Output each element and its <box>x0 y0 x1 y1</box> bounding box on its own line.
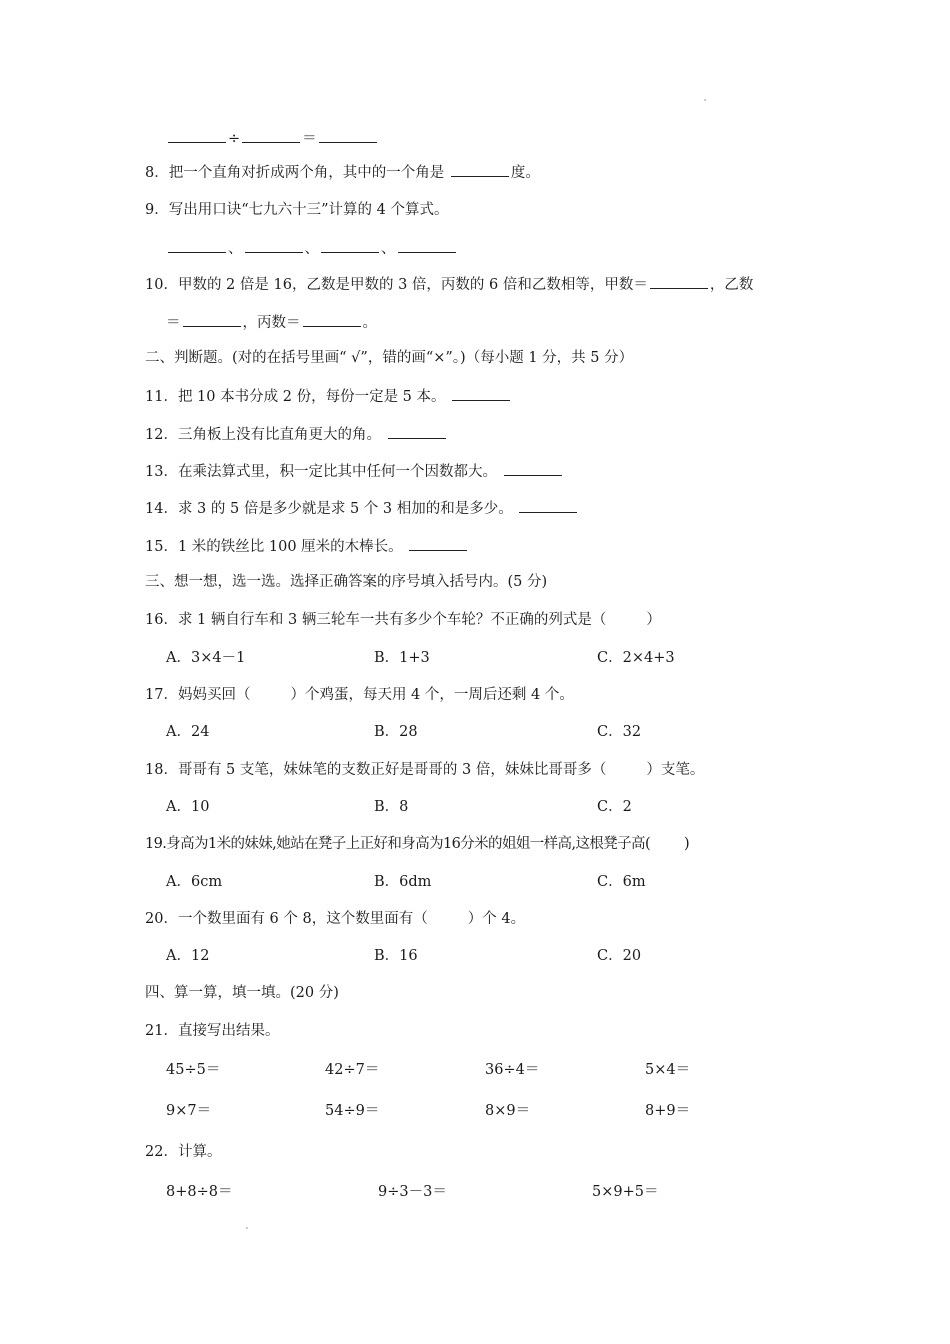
answer-blank[interactable] <box>650 274 708 289</box>
calc-item: 54÷9＝ <box>325 1103 380 1119</box>
answer-blank[interactable] <box>242 128 300 143</box>
answer-blank[interactable] <box>452 386 510 401</box>
option-a: A．10 <box>166 799 210 815</box>
section-4-heading: 四、算一算，填一填。(20 分) <box>145 985 339 1001</box>
option-c: C．32 <box>597 724 642 740</box>
calc-item: 8+8÷8＝ <box>166 1184 233 1200</box>
question-10-line2: ＝ ，丙数＝ 。 <box>166 312 377 333</box>
option-a: A．3×4－1 <box>166 650 246 666</box>
answer-blank[interactable] <box>388 424 446 439</box>
question-9-blanks: 、 、 、 <box>166 238 458 259</box>
question-15: 15．1 米的铁丝比 100 厘米的木棒长。 <box>145 536 469 557</box>
option-b: B．1+3 <box>374 650 430 666</box>
question-17: 17．妈妈买回（ ）个鸡蛋，每天用 4 个，一周后还剩 4 个。 <box>145 687 574 703</box>
answer-blank[interactable] <box>321 238 379 253</box>
calc-item: 36÷4＝ <box>485 1062 540 1078</box>
section-3-heading: 三、想一想，选一选。选择正确答案的序号填入括号内。(5 分) <box>145 574 548 590</box>
calc-item: 9÷3－3＝ <box>378 1184 447 1200</box>
calc-item: 8×9＝ <box>485 1103 531 1119</box>
answer-blank[interactable] <box>319 128 377 143</box>
answer-blank[interactable] <box>451 162 509 177</box>
scan-speck <box>246 1227 248 1229</box>
calc-item: 45÷5＝ <box>166 1062 221 1078</box>
answer-blank[interactable] <box>504 461 562 476</box>
option-b: B．8 <box>374 799 409 815</box>
question-13: 13．在乘法算式里，积一定比其中任何一个因数都大。 <box>145 461 564 482</box>
question-20: 20．一个数里面有 6 个 8，这个数里面有（ ）个 4。 <box>145 911 526 927</box>
question-16: 16．求 1 辆自行车和 3 辆三轮车一共有多少个车轮？不正确的列式是（ ） <box>145 612 661 628</box>
option-a: A．24 <box>166 724 210 740</box>
question-21: 21．直接写出结果。 <box>145 1023 280 1039</box>
calc-item: 5×9+5＝ <box>592 1184 659 1200</box>
question-18: 18．哥哥有 5 支笔，妹妹笔的支数正好是哥哥的 3 倍，妹妹比哥哥多（ ）支笔。 <box>145 762 705 778</box>
answer-blank[interactable] <box>398 238 456 253</box>
calc-item: 8+9＝ <box>645 1103 691 1119</box>
option-c: C．6m <box>597 874 646 890</box>
question-14: 14．求 3 的 5 倍是多少就是求 5 个 3 相加的和是多少。 <box>145 498 579 519</box>
option-c: C．2×4+3 <box>597 650 675 666</box>
option-c: C．20 <box>597 948 642 964</box>
answer-blank[interactable] <box>168 238 226 253</box>
answer-blank[interactable] <box>303 312 361 327</box>
option-b: B．6dm <box>374 874 432 890</box>
answer-blank[interactable] <box>183 312 241 327</box>
option-a: A．6cm <box>166 874 223 890</box>
calc-item: 9×7＝ <box>166 1103 212 1119</box>
scan-speck <box>704 99 706 101</box>
calc-item: 5×4＝ <box>645 1062 691 1078</box>
question-12: 12．三角板上没有比直角更大的角。 <box>145 424 448 445</box>
answer-blank[interactable] <box>168 128 226 143</box>
answer-blank[interactable] <box>519 498 577 513</box>
option-b: B．16 <box>374 948 418 964</box>
answer-blank[interactable] <box>409 536 467 551</box>
question-19: 19.身高为1米的妹妹,她站在凳子上正好和身高为16分米的姐姐一样高,这根凳子高( ) <box>145 836 690 852</box>
answer-blank[interactable] <box>245 238 303 253</box>
question-22: 22．计算。 <box>145 1144 222 1160</box>
question-11: 11．把 10 本书分成 2 份，每份一定是 5 本。 <box>145 386 512 407</box>
question-8: 8．把一个直角对折成两个角，其中的一个角是 度。 <box>145 162 540 183</box>
calc-item: 42÷7＝ <box>325 1062 380 1078</box>
question-10: 10．甲数的 2 倍是 16，乙数是甲数的 3 倍，丙数的 6 倍和乙数相等，甲数＝ ，乙数 <box>145 274 753 295</box>
q7-answer-line: ÷ ＝ <box>166 128 379 149</box>
question-9: 9．写出用口诀“七九六十三”计算的 4 个算式。 <box>145 202 449 218</box>
option-c: C．2 <box>597 799 632 815</box>
section-2-heading: 二、判断题。(对的在括号里画“ √”，错的画“×”。)（每小题 1 分，共 5 分） <box>145 350 634 366</box>
option-a: A．12 <box>166 948 210 964</box>
option-b: B．28 <box>374 724 418 740</box>
